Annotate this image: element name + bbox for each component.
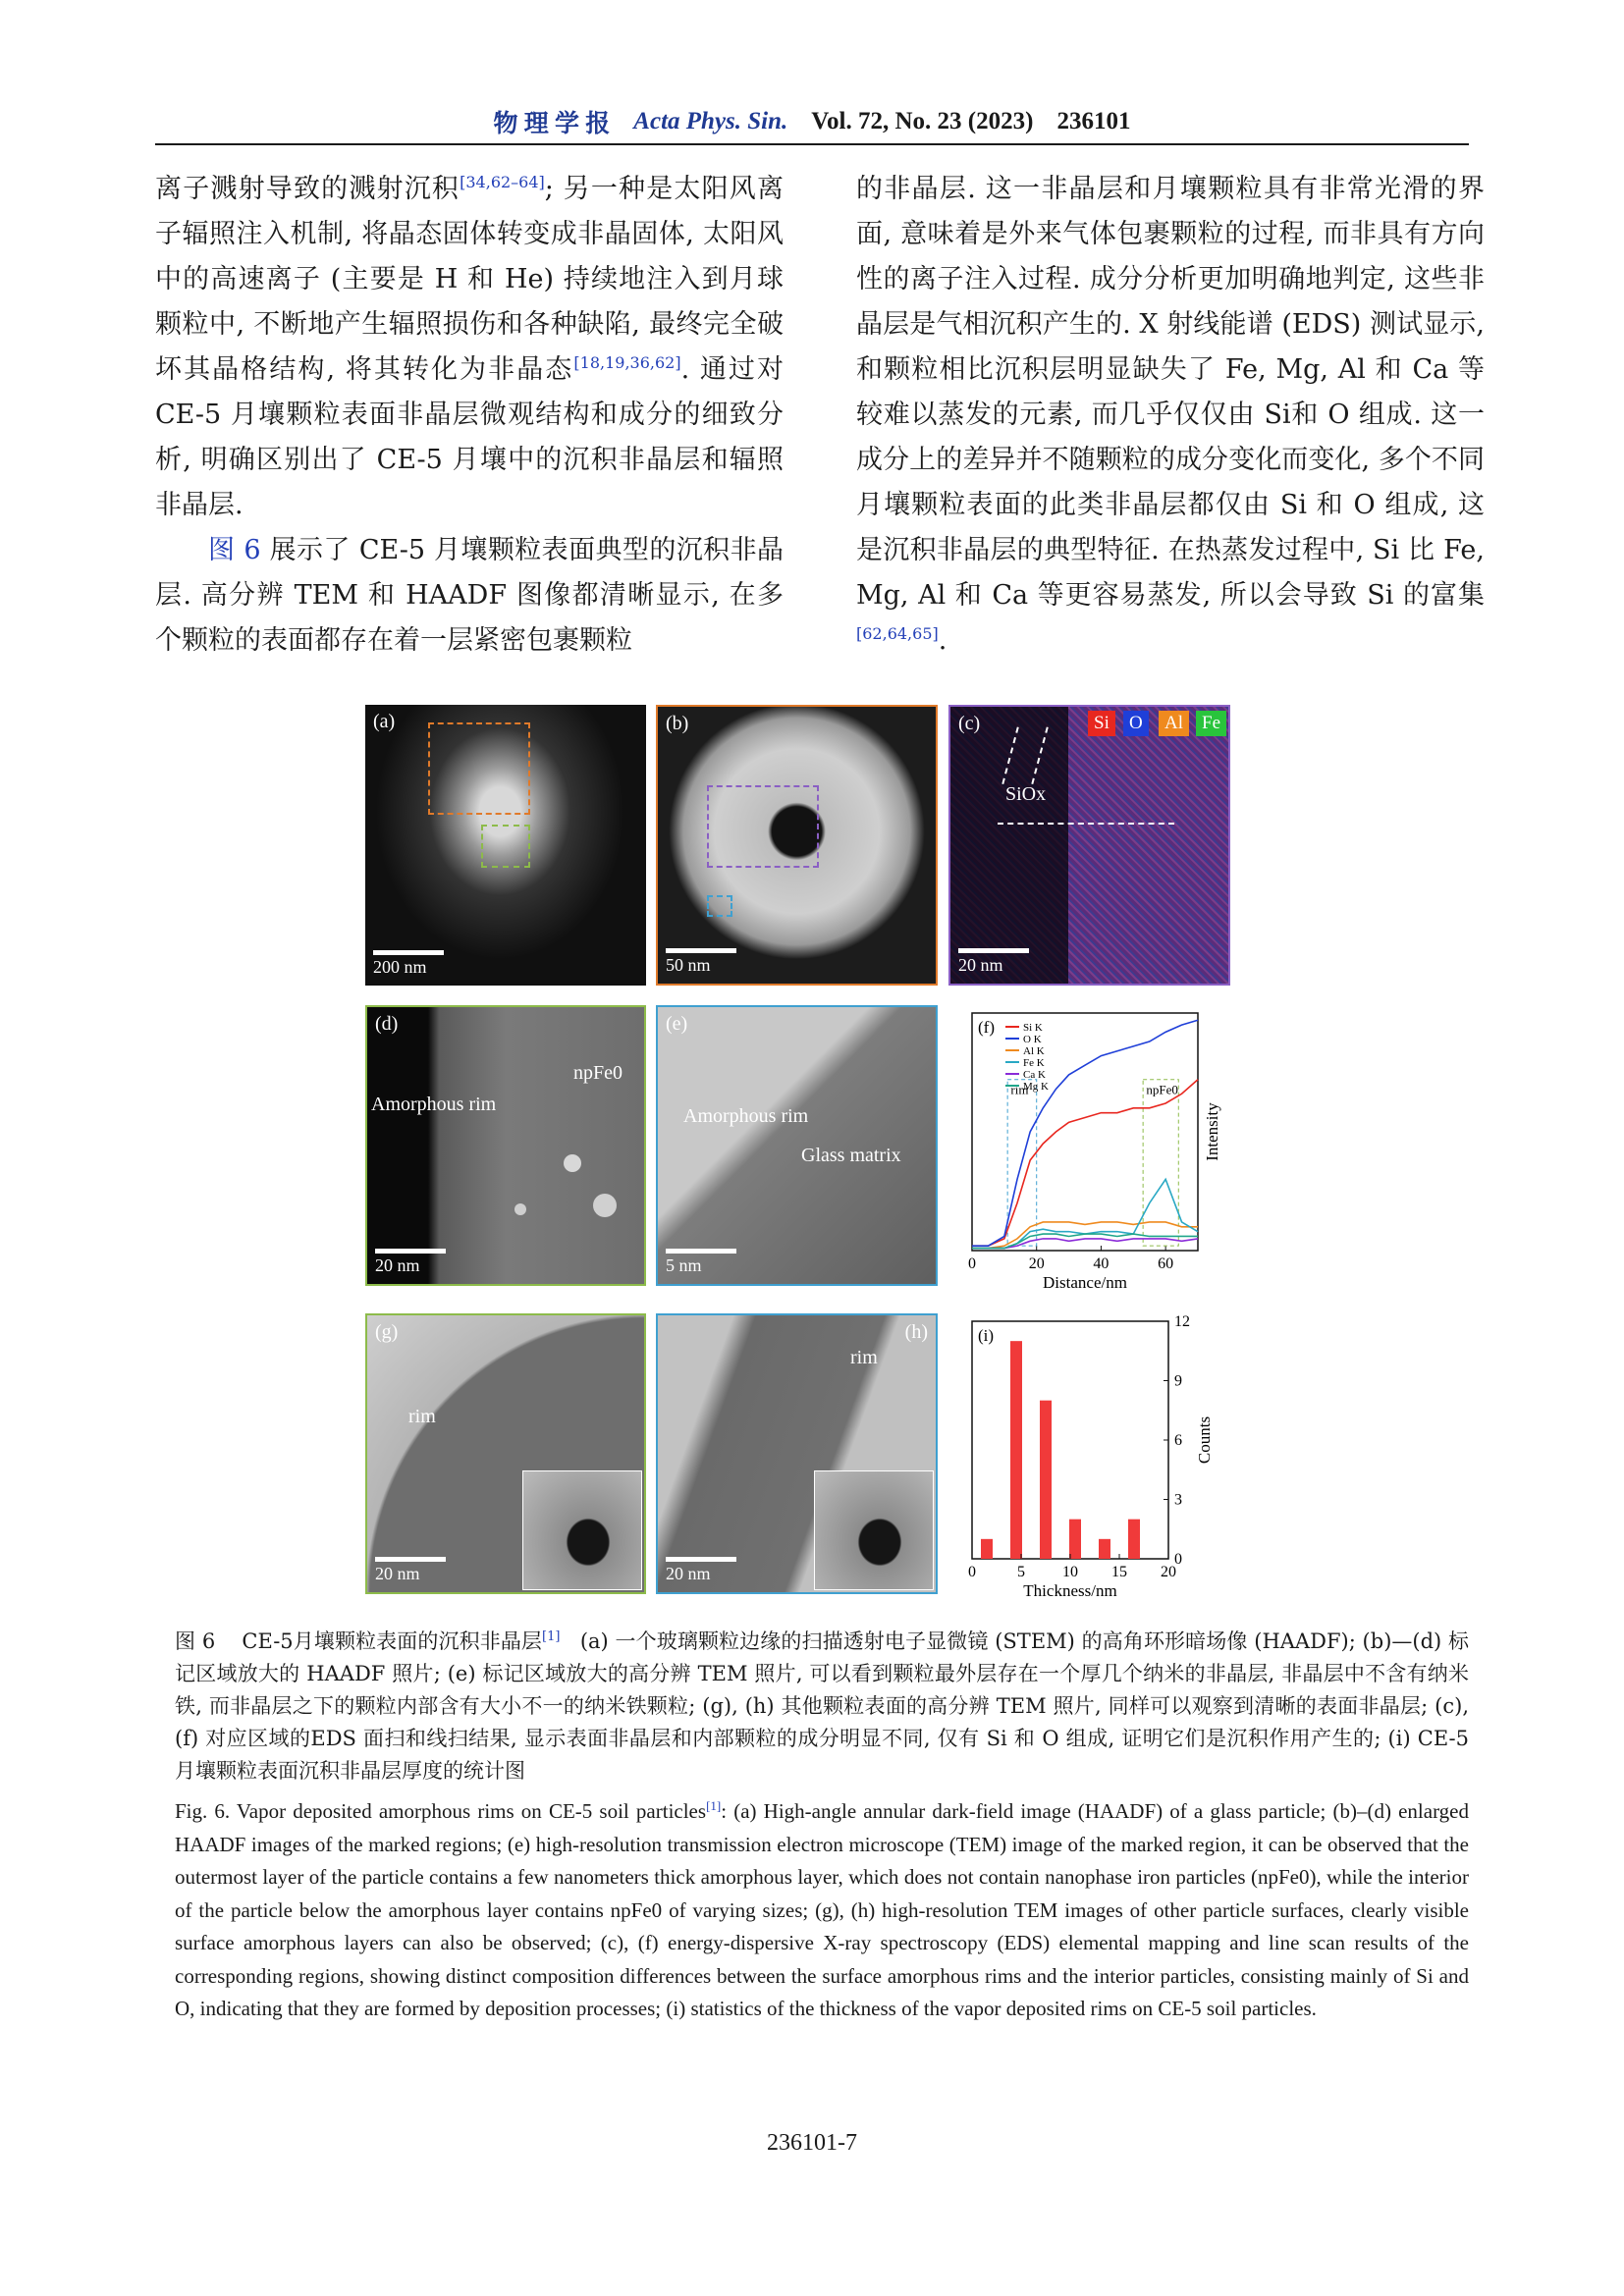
x-tick-label: 15 bbox=[1111, 1564, 1127, 1580]
citation-link[interactable]: [18,19,36,62] bbox=[573, 353, 681, 372]
glass-matrix-label: Glass matrix bbox=[801, 1145, 901, 1166]
panel-d-haadf-image bbox=[365, 1005, 646, 1286]
page-number: 236101-7 bbox=[767, 2130, 857, 2156]
legend-entry: O K bbox=[1023, 1034, 1042, 1045]
marked-region-c bbox=[707, 785, 819, 868]
header-rule bbox=[155, 143, 1469, 145]
histogram-bar bbox=[1128, 1520, 1140, 1559]
scale-bar: 20 nm bbox=[958, 948, 1029, 976]
series-line-si-k bbox=[972, 1080, 1198, 1246]
legend-si: Si bbox=[1088, 711, 1115, 736]
y-axis-label: Counts bbox=[1195, 1415, 1214, 1465]
legend-entry: Si K bbox=[1023, 1022, 1043, 1034]
y-tick-label: 12 bbox=[1174, 1313, 1190, 1330]
histogram-bar bbox=[1099, 1539, 1110, 1559]
journal-name-cn: 物 理 学 报 bbox=[493, 111, 611, 137]
x-tick-label: 0 bbox=[968, 1255, 976, 1272]
panel-label: (e) bbox=[666, 1013, 688, 1035]
paragraph: 离子溅射导致的溅射沉积[34,62–64]; 另一种是太阳风离子辐照注入机制, 将晶态固体转变成非晶固体, 太阳风中的高速离子 (主要是 H 和 He) 持续地注入到月球颗粒中, 不断地产生辐照损伤和各种缺陷, 最终完全破坏其晶格结构, 将其转化为非晶态[18,19,36,62]. 通过对 CE-5 月壤颗粒表面非晶层微观结构和成分的细致分析, 明确区别出了 CE-5 月壤中的沉积非晶层和辐照非晶层. bbox=[155, 173, 784, 520]
legend-entry: Mg K bbox=[1023, 1081, 1049, 1093]
legend-al: Al bbox=[1159, 711, 1189, 736]
rim-label: rim bbox=[408, 1406, 436, 1427]
article-id: 236101 bbox=[1056, 108, 1131, 134]
panel-label: (f) bbox=[978, 1018, 995, 1037]
panel-h-hrtem-image bbox=[656, 1313, 938, 1594]
amorphous-rim-label: Amorphous rim bbox=[683, 1105, 809, 1127]
panel-c-eds-map bbox=[948, 705, 1230, 986]
x-tick-label: 0 bbox=[968, 1564, 976, 1580]
x-tick-label: 60 bbox=[1158, 1255, 1174, 1272]
marked-region-e bbox=[707, 895, 732, 917]
siox-label: SiOx bbox=[1005, 783, 1047, 805]
panel-e-hrtem-image bbox=[656, 1005, 938, 1286]
panel-label: (h) bbox=[904, 1321, 928, 1343]
series-line-o-k bbox=[972, 1020, 1198, 1246]
x-tick-label: 40 bbox=[1093, 1255, 1110, 1272]
npfe-annotation: npFe0 bbox=[1146, 1082, 1178, 1097]
amorphous-rim-label: Amorphous rim bbox=[371, 1094, 497, 1115]
panel-label: (c) bbox=[958, 713, 981, 734]
paragraph: 的非晶层. 这一非晶层和月壤颗粒具有非常光滑的界面, 意味着是外来气体包裹颗粒的过程, 而非具有方向性的离子注入过程. 成分分析更加明确地判定, 这些非晶层是气相沉积产生的. X 射线能谱 (EDS) 测试显示, 和颗粒相比沉积层明显缺失了 Fe, Mg, Al 和 Ca 等较难以蒸发的元素, 而几乎仅仅由 Si和 O 组成. 这一成分上的差异并不随颗粒的成分变化而变化, 多个不同月壤颗粒表面的此类非晶层都仅由 Si 和 O 组成, 这是沉积非晶层的典型特征. 在热蒸发过程中, Si 比 Fe, Mg, Al 和 Ca 等更容易蒸发, 所以会导致 Si 的富集[62,64,65]. bbox=[856, 174, 1485, 656]
panel-f-line-scan-chart bbox=[943, 1005, 1227, 1290]
line-scan-path bbox=[998, 823, 1174, 825]
x-tick-label: 5 bbox=[1017, 1564, 1025, 1580]
x-tick-label: 20 bbox=[1028, 1255, 1045, 1272]
figure-link[interactable]: 图 6 bbox=[208, 535, 261, 565]
scale-bar: 20 nm bbox=[375, 1249, 446, 1276]
histogram-bar bbox=[981, 1539, 993, 1559]
x-tick-label: 10 bbox=[1062, 1564, 1078, 1580]
scale-bar: 20 nm bbox=[375, 1557, 446, 1584]
legend-entry: Al K bbox=[1023, 1045, 1045, 1057]
scale-bar: 20 nm bbox=[666, 1557, 736, 1584]
citation-link[interactable]: [1] bbox=[706, 1798, 722, 1813]
panel-label: (a) bbox=[373, 711, 396, 732]
y-tick-label: 6 bbox=[1174, 1432, 1182, 1449]
legend-fe: Fe bbox=[1196, 711, 1226, 736]
y-tick-label: 9 bbox=[1174, 1372, 1182, 1390]
figure-label: 图 6 bbox=[175, 1629, 216, 1653]
paragraph: 图 6 展示了 CE-5 月壤颗粒表面典型的沉积非晶层. 高分辨 TEM 和 HAADF 图像都清晰显示, 在多个颗粒的表面都存在着一层紧密包裹颗粒 bbox=[155, 535, 784, 656]
inset-particle-image bbox=[522, 1470, 642, 1590]
panel-b-haadf-image bbox=[656, 705, 938, 986]
panel-label: (b) bbox=[666, 713, 689, 734]
scale-bar: 50 nm bbox=[666, 948, 736, 976]
citation-link[interactable]: [62,64,65] bbox=[856, 624, 939, 643]
citation-link[interactable]: [34,62–64] bbox=[460, 173, 545, 191]
inset-particle-image bbox=[814, 1470, 934, 1590]
scale-bar: 5 nm bbox=[666, 1249, 736, 1276]
histogram-bar bbox=[1040, 1401, 1052, 1559]
legend-entry: Fe K bbox=[1023, 1057, 1045, 1069]
figure-caption-cn: 图 6 CE-5月壤颗粒表面的沉积非晶层[1] (a) 一个玻璃颗粒边缘的扫描透射电子显微镜 (STEM) 的高角环形暗场像 (HAADF); (b)—(d) 标记区域放大的 HAADF 照片; (e) 标记区域放大的高分辨 TEM 照片, 可以看到颗粒最外层存在一个厚几个纳米的非晶层, 非晶层中不含有纳米铁, 而非晶层之下的颗粒内部含有大小不一的纳米铁颗粒; (g), (h) 其他颗粒表面的高分辨 TEM 照片, 同样可以观察到清晰的表面非晶层; (c), (f) 对应区域的EDS 面扫和线扫结果, 显示表面非晶层和内部颗粒的成分明显不同, 仅有 Si 和 O 组成, 证明它们是沉积作用产生的; (i) CE-5 月壤颗粒表面沉积非晶层厚度的统计图 bbox=[175, 1629, 1469, 1783]
scale-bar: 200 nm bbox=[373, 950, 444, 978]
volume-info: Vol. 72, No. 23 (2023) bbox=[811, 108, 1034, 134]
x-tick-label: 20 bbox=[1161, 1564, 1176, 1580]
running-header bbox=[155, 102, 1469, 141]
series-line-fe-k bbox=[972, 1179, 1198, 1248]
legend-entry: Ca K bbox=[1023, 1069, 1046, 1081]
histogram-bar bbox=[1069, 1520, 1081, 1559]
panel-i-thickness-histogram bbox=[943, 1313, 1227, 1598]
x-axis-label: Distance/nm bbox=[1043, 1273, 1127, 1290]
panel-a-haadf-image bbox=[365, 705, 646, 986]
right-column bbox=[856, 167, 1485, 664]
marked-region-d bbox=[481, 825, 530, 868]
x-axis-label: Thickness/nm bbox=[1023, 1581, 1117, 1598]
y-tick-label: 3 bbox=[1174, 1491, 1182, 1509]
panel-g-hrtem-image bbox=[365, 1313, 646, 1594]
figure-caption-en: Fig. 6. Vapor deposited amorphous rims on CE-5 soil particles[1]: (a) High-angle annular dark-field image (HAADF) of a glass particle; (b)–(d) enlarged HAADF images of the marked regions; (e) high-resolution transmission electron microscope (TEM) image of the marked region, it can be observed that the outermost layer of the particle contains a few nanometers thick amorphous layer, which does not contain nanophase iron particles (npFe0), while the interior of the particle below the amorphous layer contains npFe0 of varying sizes; (g), (h) high-resolution TEM images of other particle surfaces, clearly visible surface amorphous layers can also be observed; (c), (f) energy-dispersive X-ray spectroscopy (EDS) elemental mapping and line scan results of the corresponding regions, showing distinct composition differences between the surface amorphous rims and the interior particles, consisting mainly of Si and O, indicating that they are formed by deposition processes; (i) statistics of the thickness of the vapor deposited rims on CE-5 soil particles. bbox=[175, 1798, 1470, 2020]
y-tick-label: 0 bbox=[1174, 1551, 1182, 1568]
panel-label: (d) bbox=[375, 1013, 399, 1035]
legend-o: O bbox=[1123, 711, 1149, 736]
npfe-label: npFe0 bbox=[573, 1062, 623, 1084]
left-column bbox=[155, 167, 784, 664]
panel-label: (g) bbox=[375, 1321, 399, 1343]
marked-region-b bbox=[428, 722, 530, 815]
panel-label: (i) bbox=[978, 1326, 995, 1345]
plot-area bbox=[972, 1013, 1198, 1251]
histogram-bar bbox=[1010, 1341, 1022, 1559]
journal-name-en: Acta Phys. Sin. bbox=[633, 108, 788, 134]
rim-label: rim bbox=[850, 1347, 878, 1368]
citation-link[interactable]: [1] bbox=[542, 1629, 561, 1644]
rim-annotation: rim bbox=[1010, 1082, 1029, 1097]
y-axis-label: Intensity bbox=[1203, 1102, 1221, 1161]
